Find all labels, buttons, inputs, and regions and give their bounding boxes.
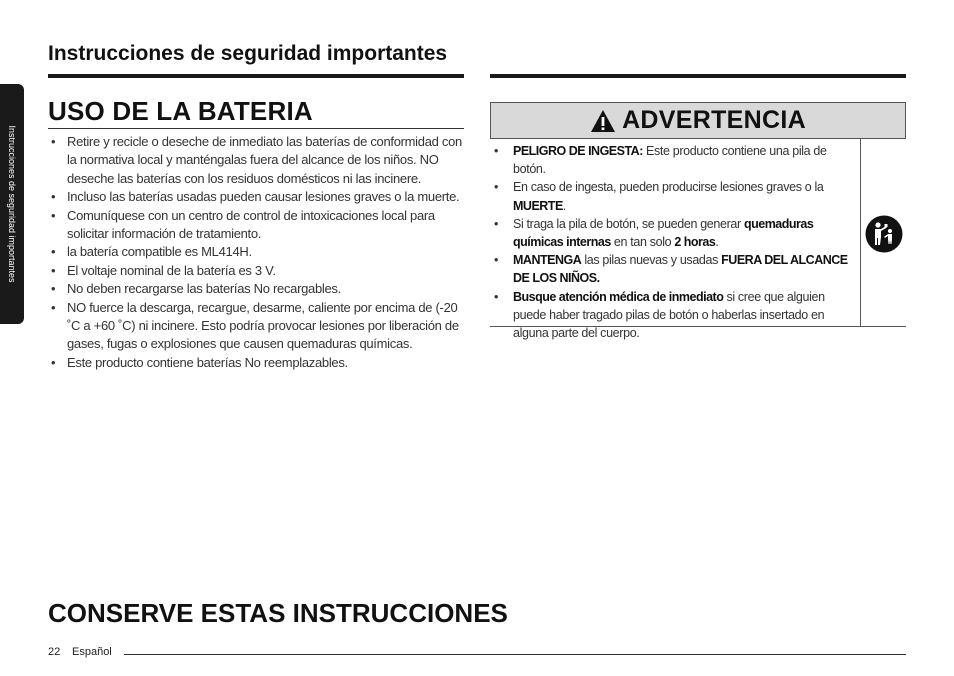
list-item: • Comuníquese con un centro de control de intoxicaciones local para solicitar información de tratamiento. xyxy=(48,207,464,244)
page-header-title: Instrucciones de seguridad importantes xyxy=(48,42,448,65)
header-rule-left xyxy=(48,74,464,78)
warning-column-divider xyxy=(860,139,861,326)
list-item: • MANTENGA las pilas nuevas y usadas FUERA DEL ALCANCE DE LOS NIÑOS. xyxy=(490,251,856,287)
keep-away-from-children-icon xyxy=(865,215,903,253)
list-item: • Retire y recicle o deseche de inmediato las baterías de conformidad con la normativa local y manténgalas fuera del alcance de los niños. NO deseche las baterías con los residuos domésticos ni las incinere. xyxy=(48,133,464,188)
list-item: • No deben recargarse las baterías No recargables. xyxy=(48,280,464,298)
warning-body xyxy=(490,139,906,341)
side-tab xyxy=(0,84,24,324)
warning-triangle-icon xyxy=(590,109,616,133)
battery-section-rule xyxy=(48,128,464,129)
list-item: • Este producto contiene baterías No reemplazables. xyxy=(48,354,464,372)
list-item: • NO fuerce la descarga, recargue, desarme, caliente por encima de (-20 ˚C a +60 ˚C) ni incinere. Esto podría provocar lesiones por liberación de gases, fugas o explosiones que causen quemaduras químicas. xyxy=(48,299,464,354)
warning-list xyxy=(490,142,856,342)
list-item: • En caso de ingesta, pueden producirse lesiones graves o la MUERTE. xyxy=(490,178,856,214)
header-rule-right xyxy=(490,74,906,78)
page-number: 22 xyxy=(48,646,61,658)
list-item: • Busque atención médica de inmediato si cree que alguien puede haber tragado pilas de botón o haberlas insertado en alguna parte del cuerpo. xyxy=(490,288,856,343)
warning-header xyxy=(490,102,906,139)
list-item: • Si traga la pila de botón, se pueden generar quemaduras químicas internas en tan solo 2 horas. xyxy=(490,215,856,251)
page-language: Español xyxy=(72,646,112,658)
list-item: • El voltaje nominal de la batería es 3 V. xyxy=(48,262,464,280)
list-item: • PELIGRO DE INGESTA: Este producto contiene una pila de botón. xyxy=(490,142,856,178)
battery-section-title: USO DE LA BATERIA xyxy=(48,96,313,126)
warning-title: ADVERTENCIA xyxy=(622,106,806,134)
footer-title: CONSERVE ESTAS INSTRUCCIONES xyxy=(48,598,508,628)
footer-rule xyxy=(124,654,906,655)
warning-box xyxy=(490,102,906,341)
list-item: • Incluso las baterías usadas pueden causar lesiones graves o la muerte. xyxy=(48,188,464,206)
list-item: • la batería compatible es ML414H. xyxy=(48,243,464,261)
side-tab-label: Instrucciones de seguridad importantes xyxy=(7,125,17,283)
battery-list xyxy=(48,133,464,372)
